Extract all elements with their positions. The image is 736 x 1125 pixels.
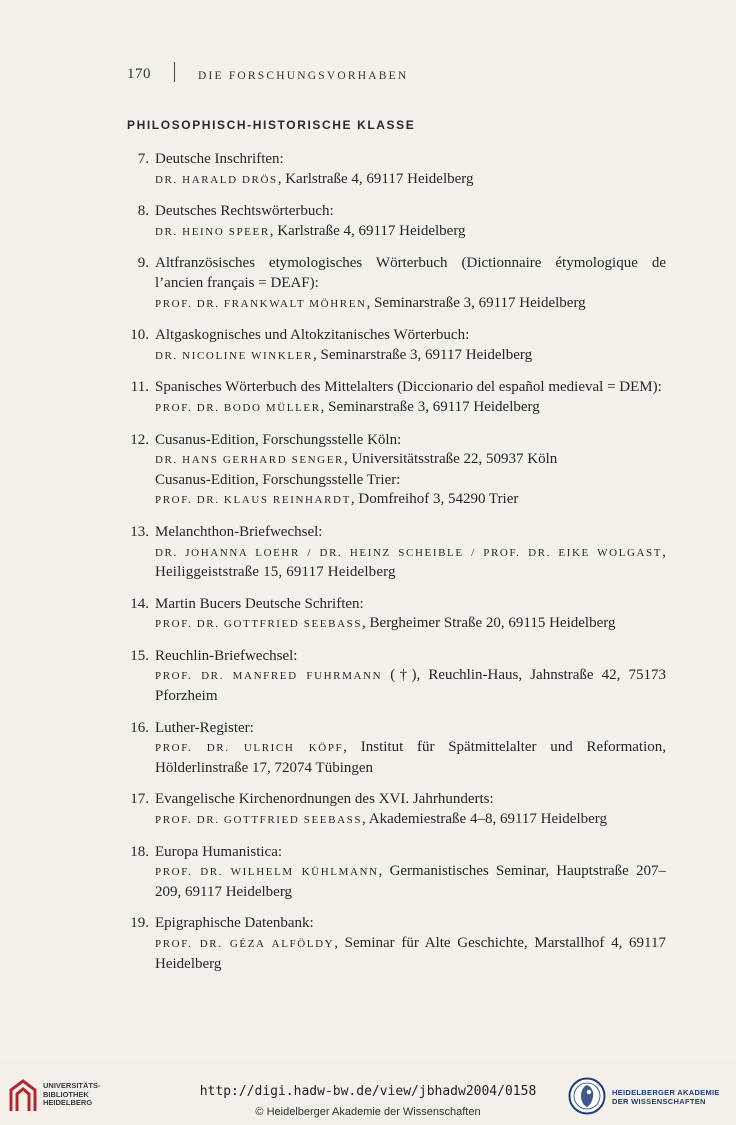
list-item: 12. Cusanus-Edition, Forschungsstelle Köln: DR. HANS GERHARD SENGER, Universitätsstraße 22, 50937 Köln Cusanus-Edition, Forschungsstelle Trier: PROF. DR. KLAUS REINHARDT, Domfreihof 3, 54290 Trier xyxy=(118,431,666,511)
entry-title: Spanisches Wörterbuch des Mittelalters (Diccionario del español medieval = DEM): xyxy=(155,379,662,396)
entry-person: PROF. DR. GÉZA ALFÖLDY xyxy=(155,938,335,950)
entry-number: 17. xyxy=(130,791,149,808)
entry-title-secondary: Cusanus-Edition, Forschungsstelle Trier: xyxy=(155,471,401,488)
entry-title: Evangelische Kirchenordnungen des XVI. Jahrhunderts: xyxy=(155,791,494,808)
entry-person: DR. NICOLINE WINKLER xyxy=(155,349,313,362)
entry-address: Germanistisches Seminar, Hauptstraße 207–209, 69117 Heidelberg xyxy=(155,863,666,900)
entry-person: DR. HANS GERHARD SENGER xyxy=(155,454,344,467)
section-title: PHILOSOPHISCH-HISTORISCHE KLASSE xyxy=(127,118,416,132)
entry-number: 8. xyxy=(137,203,149,220)
list-item: 8. Deutsches Rechtswörterbuch: DR. HEINO SPEER, Karlstraße 4, 69117 Heidelberg xyxy=(118,202,666,242)
list-item xyxy=(118,647,666,707)
entry-address-secondary: Domfreihof 3, 54290 Trier xyxy=(358,491,519,508)
academy-seal-icon[interactable] xyxy=(568,1077,606,1115)
entry-title: Deutsche Inschriften: xyxy=(155,151,284,167)
list-item: 13. Melanchthon-Briefwechsel: DR. JOHANNA LOEHR / DR. HEINZ SCHEIBLE / PROF. DR. EIKE WOLGAST, Heiliggeiststraße 15, 69117 Heidelberg xyxy=(118,523,666,583)
entry-address: Seminar für Alte Geschichte, Marstallhof 4, 69117 Heidelberg xyxy=(155,935,666,972)
permalink-url[interactable]: http://digi.hadw-bw.de/view/jbhadw2004/0158 xyxy=(199,1084,537,1099)
entry-number: 15. xyxy=(130,647,149,664)
entry-title: Melanchthon-Briefwechsel: xyxy=(155,523,323,540)
list-item: 19. Epigraphische Datenbank: PROF. DR. GÉZA ALFÖLDY, Seminar für Alte Geschichte, Marstallhof 4, 69117 Heidelberg xyxy=(118,914,666,974)
entry-number: 12. xyxy=(130,431,149,448)
entry-title: Altfranzösisches etymologisches Wörterbuch (Dictionnaire étymologique de l’ancien français = DEAF): xyxy=(155,255,666,291)
entry-title: Altgaskognisches und Altokzitanisches Wörterbuch: xyxy=(155,327,470,344)
academy-name: HEIDELBERGER AKADEMIE DER WISSENSCHAFTEN xyxy=(612,1088,720,1106)
entry-number: 14. xyxy=(130,595,149,612)
entry-person: DR. HARALD DRÖS xyxy=(155,173,278,186)
entry-address: Seminarstraße 3, 69117 Heidelberg xyxy=(320,346,533,363)
entry-title: Martin Bucers Deutsche Schriften: xyxy=(155,595,364,612)
running-title: DIE FORSCHUNGSVORHABEN xyxy=(198,70,409,82)
entry-title: Cusanus-Edition, Forschungsstelle Köln: xyxy=(155,431,402,448)
entry-number: 18. xyxy=(130,843,149,860)
entry-address: Karlstraße 4, 69117 Heidelberg xyxy=(285,170,474,187)
entry-address: Karlstraße 4, 69117 Heidelberg xyxy=(277,222,466,239)
university-library-name: UNIVERSITÄTS- BIBLIOTHEK HEIDELBERG xyxy=(43,1081,101,1107)
entry-address: Heiliggeiststraße 15, 69117 Heidelberg xyxy=(155,564,396,581)
entry-person: PROF. DR. GOTTFRIED SEEBASS xyxy=(155,618,363,631)
entry-person: PROF. DR. FRANKWALT MÖHREN xyxy=(155,297,367,310)
list-item: 9. Altfranzösisches etymologisches Wörterbuch (Dictionnaire étymologique de l’ancien français = DEAF): PROF. DR. FRANKWALT MÖHREN, Seminarstraße 3, 69117 Heidelberg xyxy=(118,254,666,314)
entry-title: Luther-Register: xyxy=(155,719,254,736)
entry-number: 10. xyxy=(130,327,149,344)
list-item: 18. Europa Humanistica: PROF. DR. WILHELM KÜHLMANN, Germanistisches Seminar, Hauptstraße 207–209, 69117 Heidelberg xyxy=(118,843,666,903)
entry-address: Institut für Spätmittelalter und Reformation, Hölderlinstraße 17, 72074 Tübingen xyxy=(155,739,667,776)
entry-address: Akademiestraße 4–8, 69117 Heidelberg xyxy=(368,811,607,828)
entry-address: (†), Reuchlin-Haus, Jahnstraße 42, 75173 Pforzheim xyxy=(155,667,667,705)
entry-person: DR. JOHANNA LOEHR / DR. HEINZ SCHEIBLE / PROF. DR. EIKE WOLGAST xyxy=(155,546,663,559)
entry-person: PROF. DR. ULRICH KÖPF xyxy=(155,742,344,755)
entry-address: Bergheimer Straße 20, 69115 Heidelberg xyxy=(369,615,616,632)
entry-number: 13. xyxy=(130,523,149,540)
list-item: 7. Deutsche Inschriften: DR. HARALD DRÖS, Karlstraße 4, 69117 Heidelberg xyxy=(118,150,666,190)
entry-person: PROF. DR. GOTTFRIED SEEBASS xyxy=(155,814,363,827)
entry-title: Reuchlin-Briefwechsel: xyxy=(155,647,298,664)
entry-number: 11. xyxy=(130,379,149,396)
page-number: 170 xyxy=(127,66,151,82)
header-divider xyxy=(174,62,175,82)
list-item: 14. Martin Bucers Deutsche Schriften: PROF. DR. GOTTFRIED SEEBASS, Bergheimer Straße 20, 69115 Heidelberg xyxy=(118,595,666,635)
entry-address: Seminarstraße 3, 69117 Heidelberg xyxy=(374,294,586,311)
entry-person-secondary: PROF. DR. KLAUS REINHARDT xyxy=(155,494,351,507)
list-item: 11. Spanisches Wörterbuch des Mittelalters (Diccionario del español medieval = DEM): PROF. DR. BODO MÜLLER, Seminarstraße 3, 69117 Heidelberg xyxy=(118,378,666,418)
entry-person: PROF. DR. BODO MÜLLER xyxy=(155,401,321,414)
entry-number: 19. xyxy=(130,915,149,932)
entry-address: Seminarstraße 3, 69117 Heidelberg xyxy=(328,398,540,415)
entry-person: PROF. DR. MANFRED FUHRMANN xyxy=(155,670,383,683)
entry-number: 7. xyxy=(137,151,149,167)
entry-person: DR. HEINO SPEER xyxy=(155,225,270,238)
project-list xyxy=(118,150,666,986)
entry-number: 16. xyxy=(130,719,149,736)
copyright-notice: © Heidelberger Akademie der Wissenschaften xyxy=(255,1106,481,1118)
entry-number: 9. xyxy=(137,255,149,272)
entry-title: Europa Humanistica: xyxy=(155,843,283,860)
list-item: 17. Evangelische Kirchenordnungen des XVI. Jahrhunderts: PROF. DR. GOTTFRIED SEEBASS, Akademiestraße 4–8, 69117 Heidelberg xyxy=(118,790,666,830)
list-item: 16. Luther-Register: PROF. DR. ULRICH KÖPF, Institut für Spätmittelalter und Reformation, Hölderlinstraße 17, 72074 Tübingen xyxy=(118,719,666,779)
entry-person: PROF. DR. WILHELM KÜHLMANN xyxy=(155,866,379,879)
entry-title: Epigraphische Datenbank: xyxy=(155,915,314,932)
list-item: 10. Altgaskognisches und Altokzitanisches Wörterbuch: DR. NICOLINE WINKLER, Seminarstraße 3, 69117 Heidelberg xyxy=(118,326,666,366)
entry-title: Deutsches Rechtswörterbuch: xyxy=(155,203,334,220)
entry-address: Universitätsstraße 22, 50937 Köln xyxy=(351,451,558,468)
